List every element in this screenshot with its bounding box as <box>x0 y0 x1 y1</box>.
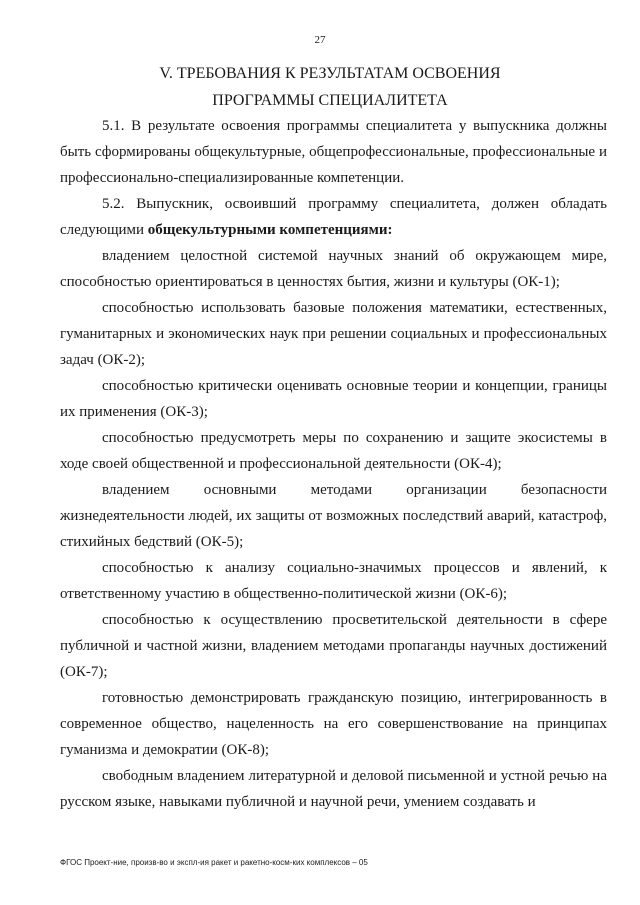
competency-ok-6: способностью к анализу социально-значимых процессов и явлений, к ответственному участию в общественно-политической жизни (ОК-6); <box>60 560 607 602</box>
section-heading <box>60 60 600 114</box>
section-heading-line-2: ПРОГРАММЫ СПЕЦИАЛИТЕТА <box>212 92 448 109</box>
paragraph-5-2 <box>60 191 607 243</box>
competency-ok-3: способностью критически оценивать основные теории и концепции, границы их применения (ОК-3); <box>60 378 607 420</box>
competency-group-label: общекультурными компетенциями: <box>147 222 393 238</box>
competency-ok-5: владением основными методами организации безопасности жизнедеятельности людей, их защиты от возможных последствий аварий, катастроф, стихийных бедствий (ОК-5); <box>60 482 607 550</box>
competency-ok-2: способностью использовать базовые положения математики, естественных, гуманитарных и экономических наук при решении социальных и профессиональных задач (ОК-2); <box>60 300 607 368</box>
competency-ok-9-partial: свободным владением литературной и деловой письменной и устной речью на русском языке, навыками публичной и научной речи, умением создавать и <box>60 768 607 810</box>
page-number: 27 <box>314 34 326 46</box>
paragraph-5-2-text: 5.2. Выпускник, освоивший программу специалитета, должен обладать следующими <box>60 196 607 238</box>
paragraph-5-1: 5.1. В результате освоения программы специалитета у выпускника должны быть сформированы общекультурные, общепрофессиональные, профессиональные и профессионально-специализированные компетенции. <box>60 118 607 186</box>
competency-ok-4: способностью предусмотреть меры по сохранению и защите экосистемы в ходе своей общественной и профессиональной деятельности (ОК-4); <box>60 430 607 472</box>
footer: ФГОС Проект-ние, произв-во и экспл-ия ракет и ракетно-косм-ких комплексов – 05 <box>60 858 368 867</box>
section-heading-line-1: V. ТРЕБОВАНИЯ К РЕЗУЛЬТАТАМ ОСВОЕНИЯ <box>159 65 501 82</box>
body-text <box>60 113 607 815</box>
competency-ok-8: готовностью демонстрировать гражданскую позицию, интегрированность в современное общество, нацеленность на его совершенствование на принципах гуманизма и демократии (ОК-8); <box>60 690 607 758</box>
competency-ok-1: владением целостной системой научных знаний об окружающем мире, способностью ориентироваться в ценностях бытия, жизни и культуры (ОК-1); <box>60 248 607 290</box>
competency-ok-7: способностью к осуществлению просветительской деятельности в сфере публичной и частной жизни, владением методами пропаганды научных достижений (ОК-7); <box>60 612 607 680</box>
